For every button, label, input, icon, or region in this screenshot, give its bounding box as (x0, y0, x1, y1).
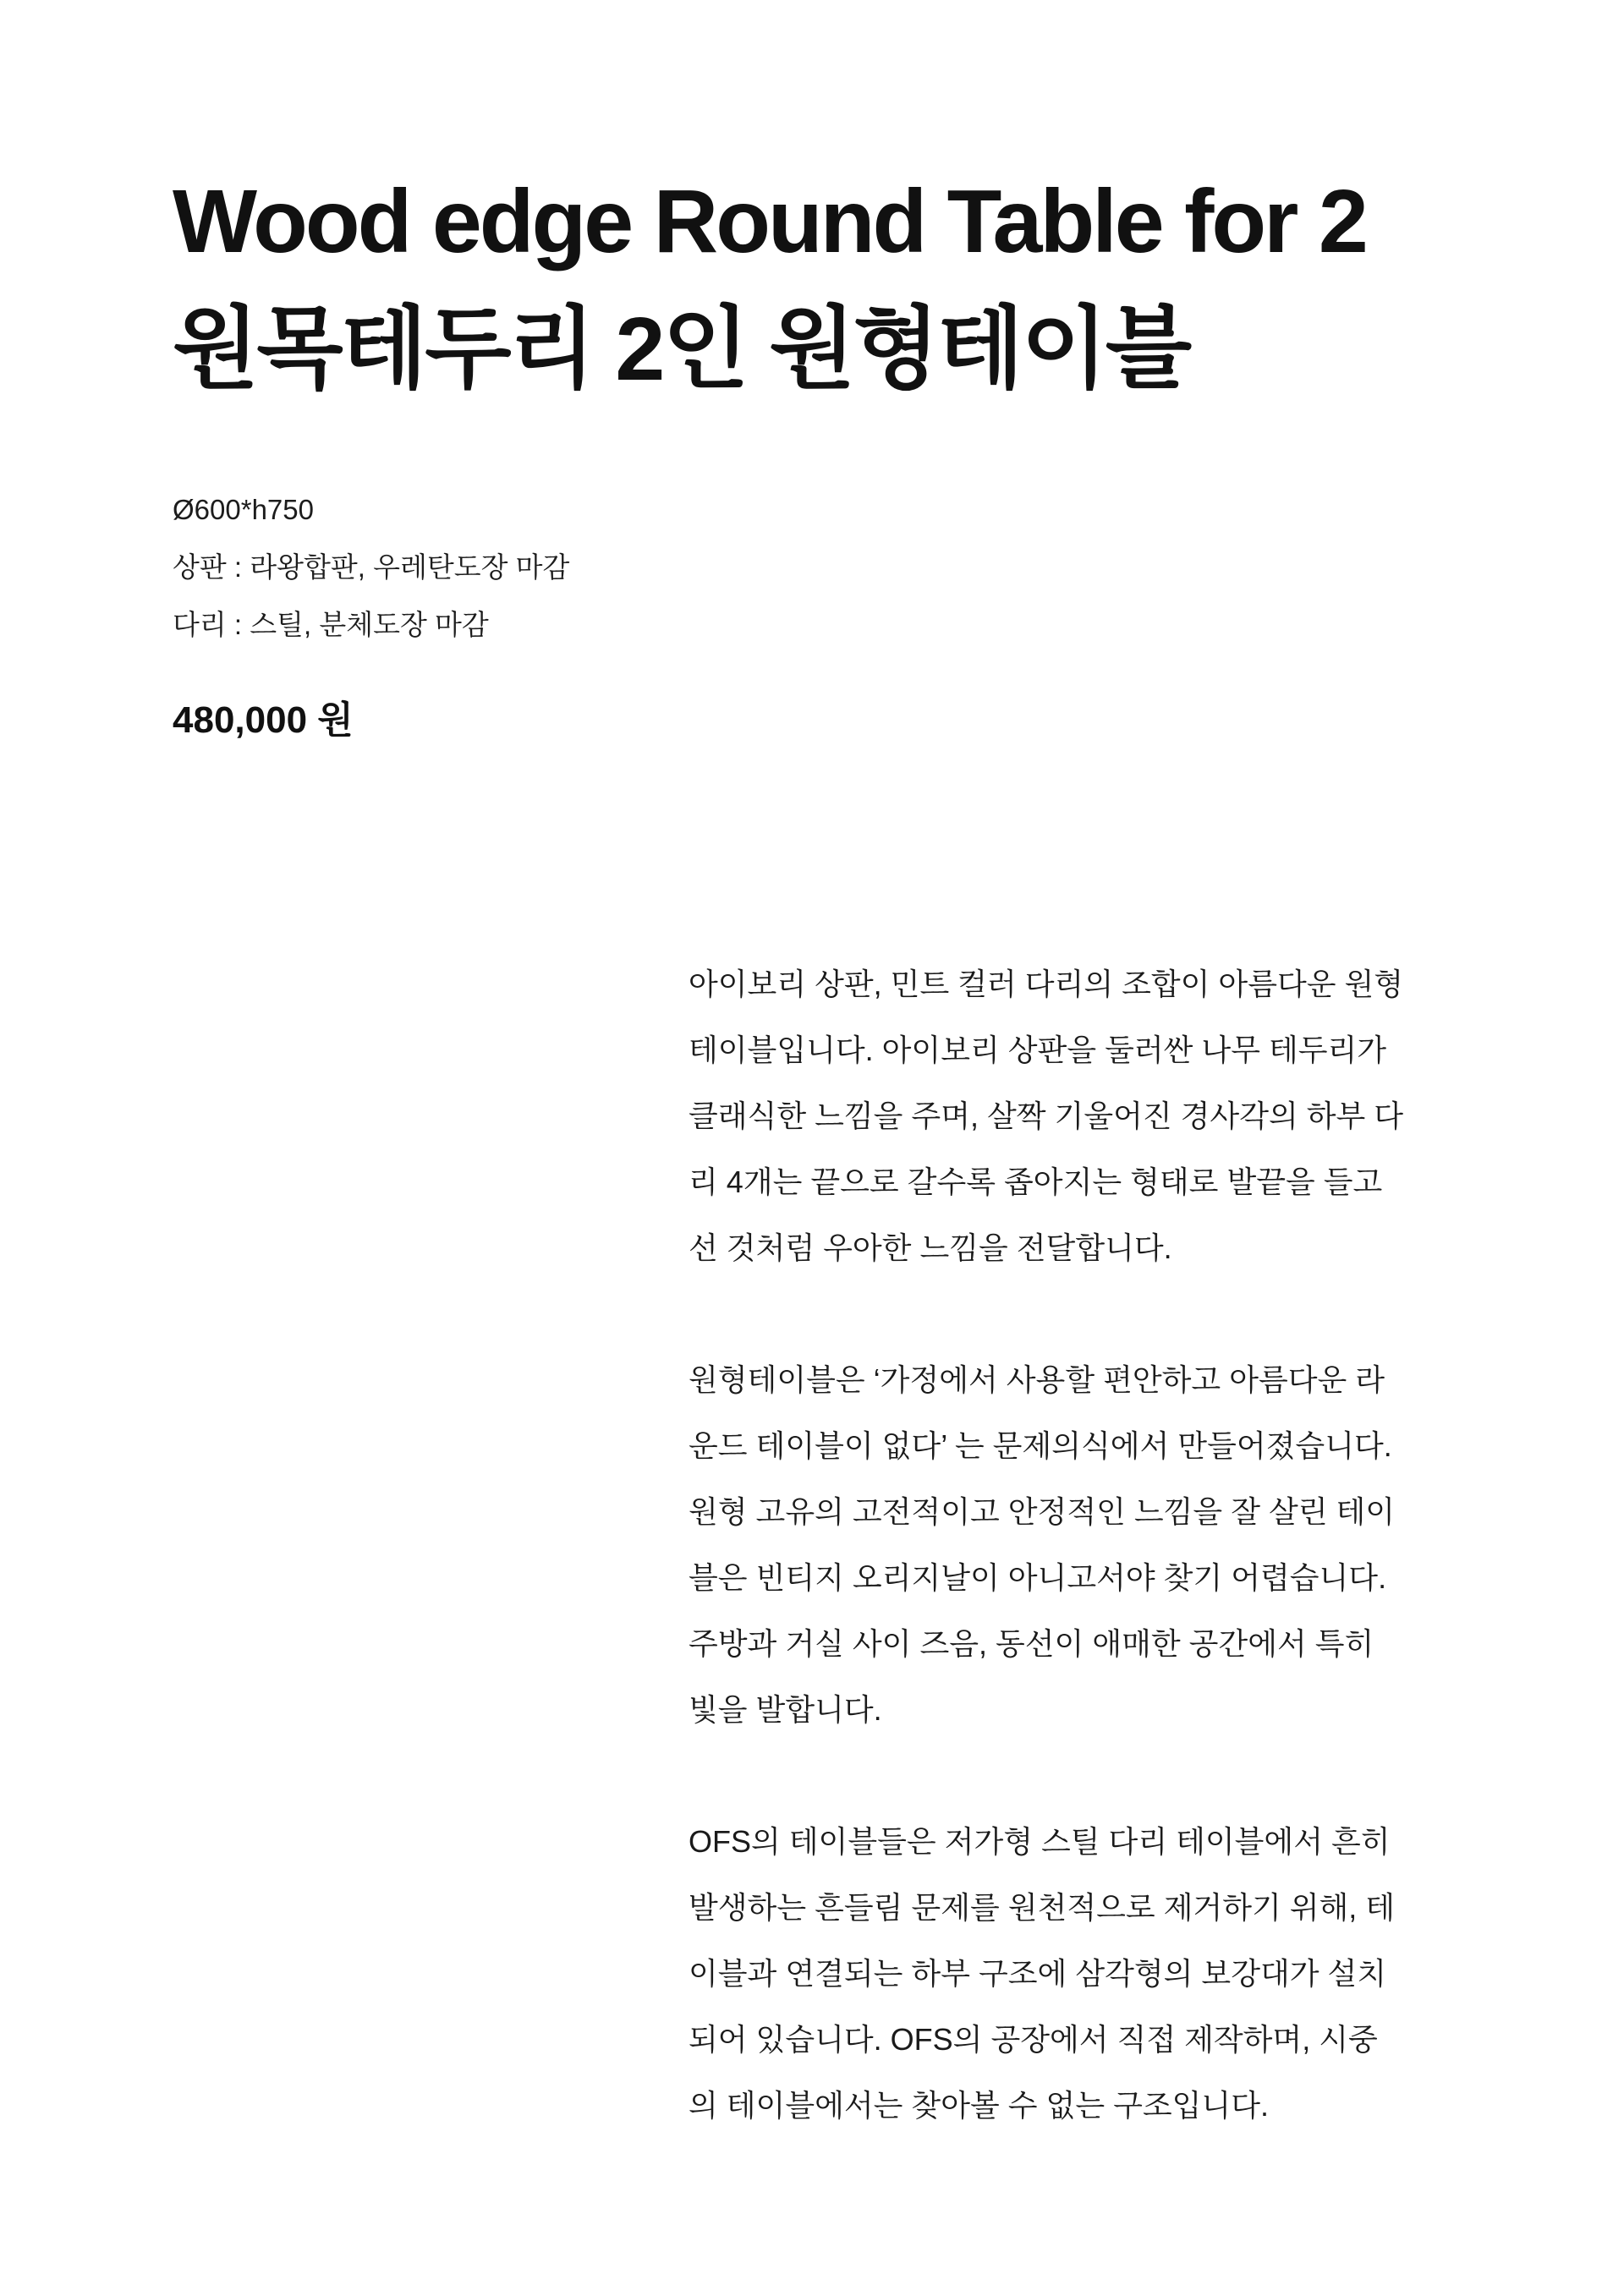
description-paragraph-2 (689, 1347, 1534, 1743)
description-line: 이블과 연결되는 하부 구조에 삼각형의 보강대가 설치 (689, 1956, 1387, 1991)
description-line: 클래식한 느낌을 주며, 살짝 기울어진 경사각의 하부 다 (689, 1099, 1404, 1133)
description-line: 블은 빈티지 오리지날이 아니고서야 찾기 어렵습니다. (689, 1560, 1387, 1595)
description-line: 의 테이블에서는 찾아볼 수 없는 구조입니다. (689, 2088, 1269, 2123)
spec-dimensions: Ø600*h750 (173, 494, 314, 525)
product-description (689, 951, 1534, 2139)
description-line: 선 것처럼 우아한 느낌을 전달합니다. (689, 1230, 1172, 1265)
description-paragraph-3 (689, 1809, 1534, 2139)
description-paragraph-1 (689, 951, 1534, 1281)
description-line: 빛을 발합니다. (689, 1692, 882, 1727)
description-line: 리 4개는 끝으로 갈수록 좁아지는 형태로 발끝을 들고 (689, 1164, 1383, 1199)
description-line: 아이보리 상판, 민트 컬러 다리의 조합이 아름다운 원형 (689, 967, 1404, 1001)
description-line: 발생하는 흔들림 문제를 원천적으로 제거하기 위해, 테 (689, 1890, 1396, 1925)
description-line: 테이블입니다. 아이보리 상판을 둘러싼 나무 테두리가 (689, 1033, 1387, 1067)
product-title-korean: 원목테두리 2인 원형테이블 (173, 299, 1190, 399)
description-line: OFS의 테이블들은 저가형 스틸 다리 테이블에서 흔히 (689, 1824, 1391, 1859)
description-line: 원형테이블은 ‘가정에서 사용할 편안하고 아름다운 라 (689, 1362, 1385, 1397)
description-line: 원형 고유의 고전적이고 안정적인 느낌을 잘 살린 테이 (689, 1494, 1396, 1529)
description-line: 되어 있습니다. OFS의 공장에서 직접 제작하며, 시중 (689, 2022, 1378, 2057)
description-line: 운드 테이블이 없다’ 는 문제의식에서 만들어졌습니다. (689, 1428, 1392, 1463)
product-title (173, 158, 1366, 414)
product-price: 480,000 원 (173, 699, 354, 741)
product-title-english: Wood edge Round Table for 2 (173, 172, 1366, 271)
spec-top-material: 상판 : 라왕합판, 우레탄도장 마감 (173, 551, 570, 583)
spec-leg-material: 다리 : 스틸, 분체도장 마감 (173, 609, 489, 640)
product-specs (173, 481, 569, 654)
description-line: 주방과 거실 사이 즈음, 동선이 애매한 공간에서 특히 (689, 1626, 1374, 1661)
